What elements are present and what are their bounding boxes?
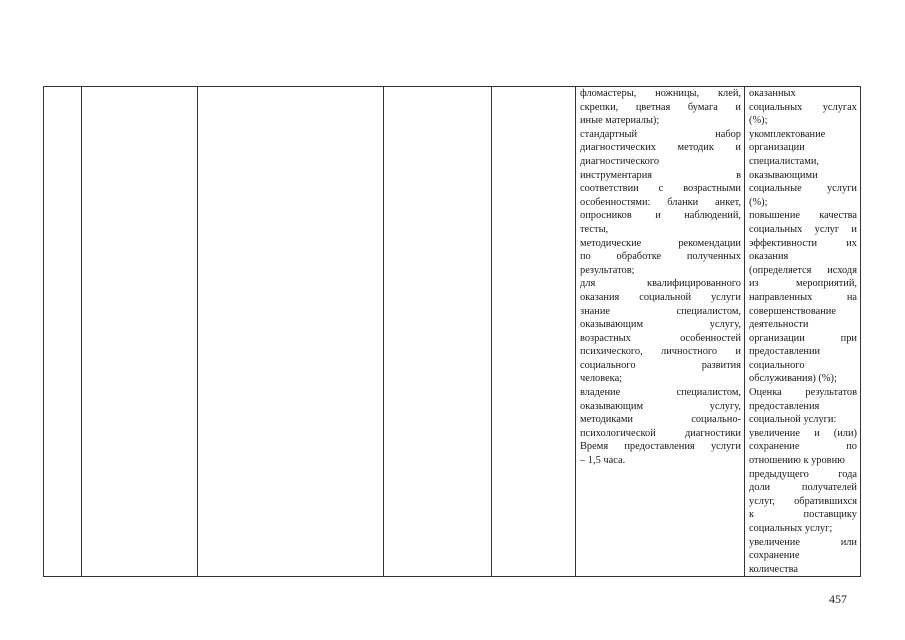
text-line: оказывающими: [749, 169, 818, 181]
text-line: результатов;: [580, 264, 635, 276]
text-line: инструментария в: [580, 169, 741, 181]
table-cell-service-description: [198, 87, 384, 577]
text-line: увеличение или: [749, 536, 857, 548]
text-line: владение специалистом,: [580, 387, 741, 399]
text-line: предоставлении: [749, 346, 821, 358]
text-line: сохранение по: [749, 441, 857, 453]
text-line: диагностического: [580, 155, 660, 167]
services-table: [43, 86, 861, 577]
text-line: направленных на: [749, 291, 857, 303]
page-number: 457: [829, 592, 847, 606]
text-line: совершенствование: [749, 305, 836, 317]
text-line: тесты,: [580, 223, 609, 235]
table-row: [44, 87, 861, 577]
text-line: предыдущего года: [749, 468, 857, 480]
text-line: (%);: [749, 115, 768, 127]
text-line: доли получателей: [749, 482, 857, 494]
text-line: (%);: [749, 196, 768, 208]
text-line: увеличение и (или): [749, 427, 857, 439]
text-line: стандартный набор: [580, 128, 741, 140]
text-line: оказания социальной услуги: [580, 291, 741, 303]
text-line: соответствии с возрастными: [580, 183, 741, 195]
text-line: к поставщику: [749, 509, 857, 521]
text-line: человека;: [580, 373, 623, 385]
table-cell-service-price: [492, 87, 576, 577]
table-cell-service-term: [384, 87, 492, 577]
text-line: оказывающим услугу,: [580, 319, 741, 331]
text-line: психического, личностного и: [580, 346, 741, 358]
text-line: – 1,5 часа.: [580, 455, 626, 467]
text-line: методические рекомендации: [580, 237, 741, 249]
text-line: оказывающим услугу,: [580, 400, 741, 412]
text-line: методиками социально-: [580, 414, 741, 426]
text-line: социальных услуг;: [749, 523, 833, 534]
text-line: обслуживания) (%);: [749, 373, 837, 385]
text-line: знание специалистом,: [580, 305, 741, 317]
text-line: эффективности их: [749, 237, 857, 249]
quality-indicators-text: [745, 87, 860, 576]
text-line: Время предоставления услуги: [580, 441, 741, 453]
table-cell-service-conditions: [576, 87, 745, 577]
text-line: скрепки, цветная бумага и: [580, 101, 741, 113]
table-cell-number: [44, 87, 82, 577]
text-line: для квалифицированного: [580, 278, 741, 290]
text-line: специалистами,: [749, 155, 819, 167]
text-line: социальных услугах: [749, 101, 857, 113]
text-line: из мероприятий,: [749, 278, 857, 290]
text-line: иные материалы);: [580, 115, 660, 127]
text-line: психологической диагностики: [580, 427, 741, 439]
table-cell-service-name: [82, 87, 198, 577]
text-line: опросников и наблюдений,: [580, 210, 741, 222]
text-line: по обработке полученных: [580, 251, 741, 263]
text-line: организации: [749, 142, 805, 154]
text-line: фломастеры, ножницы, клей,: [580, 88, 741, 99]
text-line: социальных услуг и: [749, 223, 857, 235]
text-line: (определяется исходя: [749, 264, 857, 276]
text-line: особенностями: бланки анкет,: [580, 196, 741, 208]
text-line: предоставления: [749, 400, 820, 412]
text-line: сохранение: [749, 550, 800, 562]
text-line: Оценка результатов: [749, 387, 857, 399]
text-line: количества: [749, 563, 798, 575]
text-line: оказания: [749, 251, 789, 263]
text-line: деятельности: [749, 319, 809, 331]
text-line: услуг, обратившихся: [749, 495, 857, 507]
text-line: оказанных: [749, 88, 796, 99]
text-line: отношению к уровню: [749, 455, 845, 467]
text-line: социального: [749, 359, 805, 371]
text-line: социальные услуги: [749, 183, 857, 195]
text-line: социального развития: [580, 359, 741, 371]
text-line: возрастных особенностей: [580, 332, 741, 344]
text-line: повышение качества: [749, 210, 857, 222]
service-conditions-text: [576, 87, 744, 468]
text-line: социальной услуги:: [749, 414, 837, 426]
text-line: диагностических методик и: [580, 142, 741, 154]
text-line: укомплектование: [749, 128, 826, 140]
text-line: организации при: [749, 332, 857, 344]
table-cell-quality-indicators: [745, 87, 861, 577]
